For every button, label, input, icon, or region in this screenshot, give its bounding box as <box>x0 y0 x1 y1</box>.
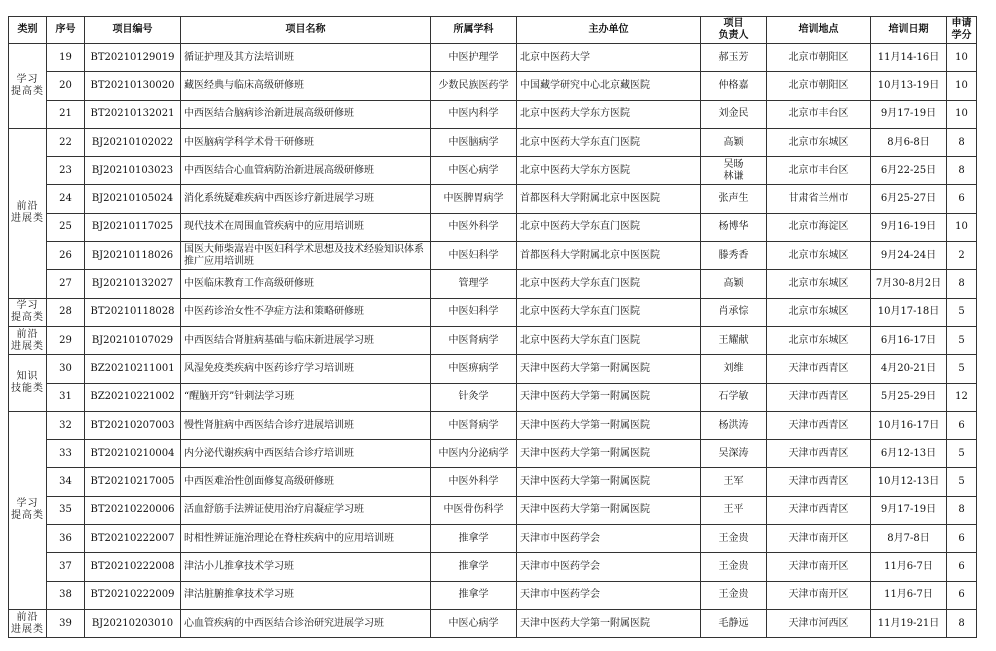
header-organizer: 主办单位 <box>517 17 701 44</box>
location-cell: 天津市西青区 <box>767 440 871 468</box>
subject-cell: 中医内科学 <box>431 100 517 128</box>
organizer-cell: 北京中医药大学东方医院 <box>517 157 701 185</box>
serial-cell: 30 <box>47 355 85 383</box>
subject-cell: 中医护理学 <box>431 44 517 72</box>
organizer-cell: 天津中医药大学第一附属医院 <box>517 468 701 496</box>
organizer-cell: 北京中医药大学东直门医院 <box>517 128 701 156</box>
serial-cell: 23 <box>47 157 85 185</box>
date-cell: 10月16-17日 <box>871 411 947 439</box>
project-name-cell: 中医临床教育工作高级研修班 <box>181 270 431 298</box>
project-code-cell: BJ20210118026 <box>85 242 181 270</box>
header-project-name: 项目名称 <box>181 17 431 44</box>
leader-cell: 肖承悰 <box>701 298 767 326</box>
header-date: 培训日期 <box>871 17 947 44</box>
date-cell: 9月24-24日 <box>871 242 947 270</box>
project-code-cell: BT20210217005 <box>85 468 181 496</box>
table-row <box>9 298 977 326</box>
project-name-cell: 心血管疾病的中西医结合诊治研究进展学习班 <box>181 609 431 637</box>
header-subject: 所属学科 <box>431 17 517 44</box>
project-code-cell: BJ20210107029 <box>85 326 181 354</box>
category-cell: 学习 提高类 <box>9 44 47 129</box>
project-name-cell: 中西医结合肾脏病基础与临床新进展学习班 <box>181 326 431 354</box>
project-code-cell: BT20210129019 <box>85 44 181 72</box>
table-row <box>9 44 977 72</box>
table-row <box>9 213 977 241</box>
project-code-cell: BJ20210132027 <box>85 270 181 298</box>
organizer-cell: 首都医科大学附属北京中医医院 <box>517 242 701 270</box>
subject-cell: 中医骨伤科学 <box>431 496 517 524</box>
serial-cell: 28 <box>47 298 85 326</box>
serial-cell: 31 <box>47 383 85 411</box>
organizer-cell: 天津中医药大学第一附属医院 <box>517 355 701 383</box>
table-row <box>9 72 977 100</box>
date-cell: 9月17-19日 <box>871 496 947 524</box>
credit-cell: 8 <box>947 609 977 637</box>
serial-cell: 33 <box>47 440 85 468</box>
project-code-cell: BZ20210221002 <box>85 383 181 411</box>
date-cell: 10月17-18日 <box>871 298 947 326</box>
subject-cell: 中医心病学 <box>431 157 517 185</box>
location-cell: 北京市东城区 <box>767 298 871 326</box>
table-row <box>9 411 977 439</box>
organizer-cell: 天津中医药大学第一附属医院 <box>517 496 701 524</box>
organizer-cell: 天津市中医药学会 <box>517 525 701 553</box>
serial-cell: 37 <box>47 553 85 581</box>
organizer-cell: 天津市中医药学会 <box>517 581 701 609</box>
subject-cell: 中医脑病学 <box>431 128 517 156</box>
credit-cell: 12 <box>947 383 977 411</box>
organizer-cell: 天津中医药大学第一附属医院 <box>517 411 701 439</box>
project-code-cell: BT20210118028 <box>85 298 181 326</box>
leader-cell: 吴旸 林谦 <box>701 157 767 185</box>
table-row <box>9 468 977 496</box>
credit-cell: 5 <box>947 468 977 496</box>
serial-cell: 19 <box>47 44 85 72</box>
serial-cell: 20 <box>47 72 85 100</box>
location-cell: 天津市西青区 <box>767 468 871 496</box>
subject-cell: 推拿学 <box>431 553 517 581</box>
serial-cell: 35 <box>47 496 85 524</box>
project-name-cell: 国医大师柴嵩岩中医妇科学术思想及技术经验知识体系推广应用培训班 <box>181 242 431 270</box>
table-row <box>9 100 977 128</box>
location-cell: 北京市朝阳区 <box>767 72 871 100</box>
project-name-cell: 消化系统疑难疾病中西医诊疗新进展学习班 <box>181 185 431 213</box>
location-cell: 北京市朝阳区 <box>767 44 871 72</box>
location-cell: 天津市西青区 <box>767 355 871 383</box>
project-name-cell: 现代技术在周围血管疾病中的应用培训班 <box>181 213 431 241</box>
credit-cell: 6 <box>947 185 977 213</box>
serial-cell: 26 <box>47 242 85 270</box>
location-cell: 北京市丰台区 <box>767 100 871 128</box>
location-cell: 天津市西青区 <box>767 496 871 524</box>
subject-cell: 少数民族医药学 <box>431 72 517 100</box>
location-cell: 天津市西青区 <box>767 383 871 411</box>
serial-cell: 32 <box>47 411 85 439</box>
date-cell: 11月19-21日 <box>871 609 947 637</box>
table-row <box>9 128 977 156</box>
date-cell: 9月17-19日 <box>871 100 947 128</box>
organizer-cell: 北京中医药大学 <box>517 44 701 72</box>
table-row <box>9 383 977 411</box>
project-name-cell: 中医脑病学科学术骨干研修班 <box>181 128 431 156</box>
organizer-cell: 天津中医药大学第一附属医院 <box>517 383 701 411</box>
header-category: 类别 <box>9 17 47 44</box>
date-cell: 7月30-8月2日 <box>871 270 947 298</box>
project-name-cell: 时相性辨证施治理论在脊柱疾病中的应用培训班 <box>181 525 431 553</box>
category-cell: 前沿 进展类 <box>9 609 47 637</box>
leader-cell: 郝玉芳 <box>701 44 767 72</box>
leader-cell: 王军 <box>701 468 767 496</box>
table-row <box>9 270 977 298</box>
date-cell: 11月14-16日 <box>871 44 947 72</box>
project-name-cell: 循证护理及其方法培训班 <box>181 44 431 72</box>
project-code-cell: BT20210207003 <box>85 411 181 439</box>
serial-cell: 38 <box>47 581 85 609</box>
project-name-cell: 津沽小儿推拿技术学习班 <box>181 553 431 581</box>
project-code-cell: BT20210222007 <box>85 525 181 553</box>
category-cell: 知识 技能类 <box>9 355 47 412</box>
credit-cell: 10 <box>947 100 977 128</box>
subject-cell: 中医外科学 <box>431 213 517 241</box>
location-cell: 天津市南开区 <box>767 581 871 609</box>
category-cell: 前沿 进展类 <box>9 326 47 354</box>
date-cell: 6月25-27日 <box>871 185 947 213</box>
credit-cell: 6 <box>947 581 977 609</box>
leader-cell: 张声生 <box>701 185 767 213</box>
category-cell: 学习 提高类 <box>9 411 47 609</box>
project-name-cell: 中西医结合心血管病防治新进展高级研修班 <box>181 157 431 185</box>
serial-cell: 24 <box>47 185 85 213</box>
serial-cell: 36 <box>47 525 85 553</box>
project-name-cell: 内分泌代谢疾病中西医结合诊疗培训班 <box>181 440 431 468</box>
serial-cell: 22 <box>47 128 85 156</box>
project-name-cell: 中医药诊治女性不孕症方法和策略研修班 <box>181 298 431 326</box>
leader-cell: 吴深涛 <box>701 440 767 468</box>
project-code-cell: BJ20210203010 <box>85 609 181 637</box>
project-name-cell: 慢性肾脏病中西医结合诊疗进展培训班 <box>181 411 431 439</box>
leader-cell: 滕秀香 <box>701 242 767 270</box>
project-name-cell: 活血舒筋手法辨证使用治疗肩凝症学习班 <box>181 496 431 524</box>
project-code-cell: BJ20210105024 <box>85 185 181 213</box>
header-leader: 项目 负责人 <box>701 17 767 44</box>
date-cell: 6月22-25日 <box>871 157 947 185</box>
subject-cell: 中医妇科学 <box>431 298 517 326</box>
project-name-cell: 中西医难治性创面修复高级研修班 <box>181 468 431 496</box>
credit-cell: 10 <box>947 213 977 241</box>
leader-cell: 刘金民 <box>701 100 767 128</box>
credit-cell: 6 <box>947 411 977 439</box>
subject-cell: 中医内分泌病学 <box>431 440 517 468</box>
serial-cell: 21 <box>47 100 85 128</box>
date-cell: 11月6-7日 <box>871 581 947 609</box>
location-cell: 甘肃省兰州市 <box>767 185 871 213</box>
serial-cell: 25 <box>47 213 85 241</box>
location-cell: 天津市西青区 <box>767 411 871 439</box>
credit-cell: 2 <box>947 242 977 270</box>
subject-cell: 中医心病学 <box>431 609 517 637</box>
credit-cell: 8 <box>947 157 977 185</box>
project-code-cell: BJ20210103023 <box>85 157 181 185</box>
subject-cell: 中医肾病学 <box>431 411 517 439</box>
organizer-cell: 天津中医药大学第一附属医院 <box>517 609 701 637</box>
date-cell: 8月7-8日 <box>871 525 947 553</box>
date-cell: 10月13-19日 <box>871 72 947 100</box>
leader-cell: 王金贵 <box>701 581 767 609</box>
header-serial: 序号 <box>47 17 85 44</box>
credit-cell: 8 <box>947 270 977 298</box>
project-code-cell: BT20210222008 <box>85 553 181 581</box>
credit-cell: 10 <box>947 44 977 72</box>
date-cell: 4月20-21日 <box>871 355 947 383</box>
subject-cell: 中医妇科学 <box>431 242 517 270</box>
subject-cell: 推拿学 <box>431 581 517 609</box>
project-name-cell: “醒脑开窍”针刺法学习班 <box>181 383 431 411</box>
subject-cell: 针灸学 <box>431 383 517 411</box>
project-name-cell: 藏医经典与临床高级研修班 <box>181 72 431 100</box>
leader-cell: 刘维 <box>701 355 767 383</box>
location-cell: 北京市丰台区 <box>767 157 871 185</box>
credit-cell: 5 <box>947 440 977 468</box>
project-code-cell: BT20210132021 <box>85 100 181 128</box>
table-row <box>9 553 977 581</box>
table-row <box>9 496 977 524</box>
leader-cell: 高颖 <box>701 270 767 298</box>
organizer-cell: 中国藏学研究中心北京藏医院 <box>517 72 701 100</box>
date-cell: 6月12-13日 <box>871 440 947 468</box>
serial-cell: 39 <box>47 609 85 637</box>
location-cell: 天津市南开区 <box>767 525 871 553</box>
project-table <box>8 16 977 638</box>
credit-cell: 6 <box>947 553 977 581</box>
credit-cell: 5 <box>947 298 977 326</box>
leader-cell: 王耀献 <box>701 326 767 354</box>
project-code-cell: BJ20210102022 <box>85 128 181 156</box>
header-row <box>9 17 977 44</box>
credit-cell: 8 <box>947 496 977 524</box>
subject-cell: 中医脾胃病学 <box>431 185 517 213</box>
leader-cell: 王金贵 <box>701 553 767 581</box>
project-table-container <box>8 16 977 638</box>
category-cell: 学习 提高类 <box>9 298 47 326</box>
location-cell: 北京市东城区 <box>767 270 871 298</box>
header-credit: 申请 学分 <box>947 17 977 44</box>
date-cell: 11月6-7日 <box>871 553 947 581</box>
table-row <box>9 581 977 609</box>
location-cell: 天津市南开区 <box>767 553 871 581</box>
table-row <box>9 185 977 213</box>
header-project-code: 项目编号 <box>85 17 181 44</box>
table-row <box>9 525 977 553</box>
subject-cell: 中医痹病学 <box>431 355 517 383</box>
credit-cell: 5 <box>947 355 977 383</box>
leader-cell: 王金贵 <box>701 525 767 553</box>
leader-cell: 毛静远 <box>701 609 767 637</box>
project-name-cell: 中西医结合脑病诊治新进展高级研修班 <box>181 100 431 128</box>
table-row <box>9 609 977 637</box>
credit-cell: 5 <box>947 326 977 354</box>
serial-cell: 29 <box>47 326 85 354</box>
leader-cell: 石学敏 <box>701 383 767 411</box>
project-code-cell: BT20210130020 <box>85 72 181 100</box>
organizer-cell: 首都医科大学附属北京中医医院 <box>517 185 701 213</box>
table-row <box>9 157 977 185</box>
table-row <box>9 242 977 270</box>
subject-cell: 推拿学 <box>431 525 517 553</box>
date-cell: 5月25-29日 <box>871 383 947 411</box>
header-location: 培训地点 <box>767 17 871 44</box>
leader-cell: 高颖 <box>701 128 767 156</box>
table-row <box>9 326 977 354</box>
credit-cell: 10 <box>947 72 977 100</box>
organizer-cell: 北京中医药大学东直门医院 <box>517 213 701 241</box>
project-name-cell: 风湿免疫类疾病中医药诊疗学习培训班 <box>181 355 431 383</box>
project-name-cell: 津沽脏腑推拿技术学习班 <box>181 581 431 609</box>
date-cell: 6月16-17日 <box>871 326 947 354</box>
category-cell: 前沿 进展类 <box>9 128 47 298</box>
leader-cell: 王平 <box>701 496 767 524</box>
location-cell: 北京市东城区 <box>767 326 871 354</box>
credit-cell: 8 <box>947 128 977 156</box>
table-row <box>9 355 977 383</box>
organizer-cell: 北京中医药大学东方医院 <box>517 100 701 128</box>
organizer-cell: 北京中医药大学东直门医院 <box>517 326 701 354</box>
leader-cell: 仲格嘉 <box>701 72 767 100</box>
location-cell: 北京市东城区 <box>767 242 871 270</box>
table-body <box>9 44 977 638</box>
project-code-cell: BT20210222009 <box>85 581 181 609</box>
leader-cell: 杨博华 <box>701 213 767 241</box>
project-code-cell: BT20210210004 <box>85 440 181 468</box>
leader-cell: 杨洪涛 <box>701 411 767 439</box>
location-cell: 北京市海淀区 <box>767 213 871 241</box>
subject-cell: 中医外科学 <box>431 468 517 496</box>
organizer-cell: 天津中医药大学第一附属医院 <box>517 440 701 468</box>
project-code-cell: BT20210220006 <box>85 496 181 524</box>
organizer-cell: 天津市中医药学会 <box>517 553 701 581</box>
subject-cell: 管理学 <box>431 270 517 298</box>
location-cell: 北京市东城区 <box>767 128 871 156</box>
project-code-cell: BJ20210117025 <box>85 213 181 241</box>
table-row <box>9 440 977 468</box>
project-code-cell: BZ20210211001 <box>85 355 181 383</box>
organizer-cell: 北京中医药大学东直门医院 <box>517 270 701 298</box>
location-cell: 天津市河西区 <box>767 609 871 637</box>
credit-cell: 6 <box>947 525 977 553</box>
serial-cell: 34 <box>47 468 85 496</box>
serial-cell: 27 <box>47 270 85 298</box>
subject-cell: 中医肾病学 <box>431 326 517 354</box>
date-cell: 9月16-19日 <box>871 213 947 241</box>
date-cell: 10月12-13日 <box>871 468 947 496</box>
organizer-cell: 北京中医药大学东直门医院 <box>517 298 701 326</box>
date-cell: 8月6-8日 <box>871 128 947 156</box>
